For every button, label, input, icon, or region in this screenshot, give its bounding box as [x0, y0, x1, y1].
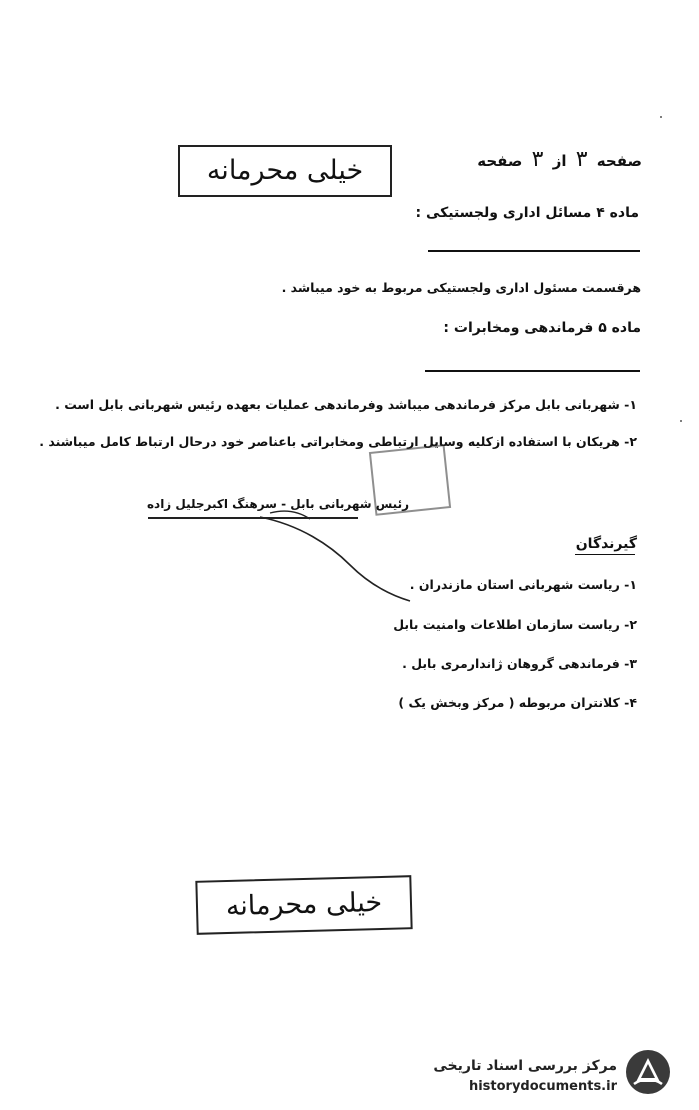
signature-scribble — [240, 505, 420, 605]
recipient-item-1: ۱- ریاست شهربانی استان مازندران . — [409, 577, 637, 592]
recipient-item-3: ۳- فرماندهی گروهان ژاندارمری بابل . — [402, 656, 637, 671]
document-center-logo-icon — [624, 1048, 672, 1096]
page-word: صفحه — [596, 152, 642, 170]
page-current: ۳ — [575, 147, 588, 172]
article4-text: هرقسمت مسئول اداری ولجستیکی مربوط به خود میباشد . — [281, 280, 641, 295]
footer-url: historydocuments.ir — [468, 1079, 617, 1094]
classification-stamp-bottom: خیلی محرمانه — [195, 875, 412, 935]
article5-heading: ماده ۵ فرماندهی ومخابرات : — [443, 320, 641, 336]
divider-2 — [425, 370, 640, 372]
recipient-item-2: ۲- ریاست سازمان اطلاعات وامنیت بابل — [393, 617, 637, 632]
article4-heading: ماده ۴ مسائل اداری ولجستیکی : — [415, 205, 639, 221]
article5-line-2: ۲- هریکان با استفاده ازکلیه وسایل ارتباطی ومخابراتی باعناصر خود درحال ارتباط کامل میباشند . — [39, 434, 637, 449]
page-number — [477, 147, 642, 172]
article5-line-1: ۱- شهربانی بابل مرکز فرماندهی میباشد وفرماندهی عملیات بعهده رئیس شهربانی بابل است . — [55, 397, 637, 412]
page-word-2: صفحه — [477, 152, 523, 170]
recipients-title-underline — [575, 554, 635, 555]
classification-stamp-top: خیلی محرمانه — [178, 145, 392, 197]
recipient-item-4: ۴- کلانتران مربوطه ( مرکز وبخش یک ) — [398, 695, 637, 710]
page-of: از — [552, 152, 567, 170]
footer-org-name: مرکز بررسی اسناد تاریخی — [433, 1058, 617, 1074]
recipients-title: گیرندگان — [575, 536, 637, 552]
scan-speck — [660, 116, 662, 118]
signature-line: رئیس شهربانی بابل - سرهنگ اکبرجلیل زاده — [146, 497, 409, 511]
divider-1 — [428, 250, 640, 252]
page-total: ۳ — [531, 147, 544, 172]
scan-speck — [680, 420, 682, 422]
